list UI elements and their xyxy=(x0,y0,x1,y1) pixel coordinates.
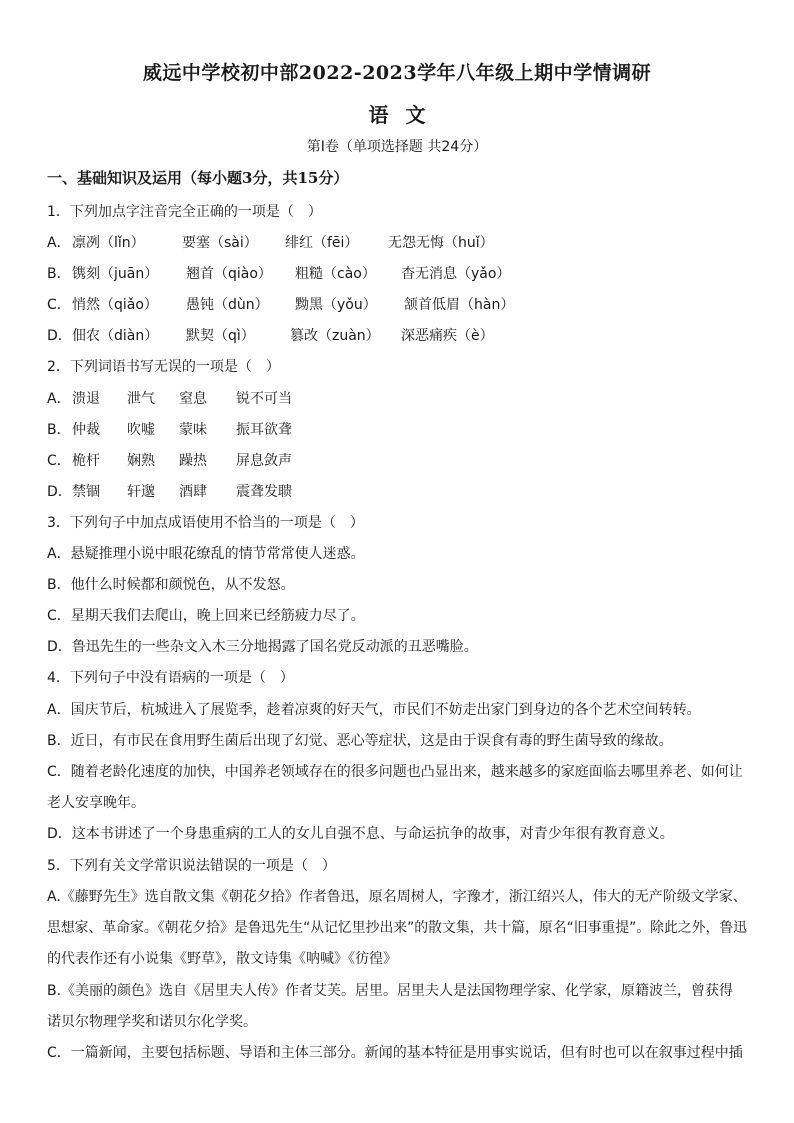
option-letter: C． xyxy=(47,297,71,313)
option-letter: C． xyxy=(47,453,71,469)
option-item: 仲裁 xyxy=(72,422,100,438)
option-item: 绯红（fēi） xyxy=(285,235,359,251)
question-5-option-b: B.《美丽的颜色》选自《居里夫人传》作者艾芙。居里。居里夫人是法国物理学家、化学家，原籍波兰，曾获得 xyxy=(47,983,734,999)
option-item: 颔首低眉（hàn） xyxy=(404,297,515,313)
question-3-option-a: A．悬疑推理小说中眼花缭乱的情节常常使人迷惑。 xyxy=(47,546,365,562)
option-letter: B． xyxy=(47,422,71,438)
question-5-stem: 5．下列有关文学常识说法错误的一项是（ ） xyxy=(47,858,336,874)
section-heading: 一、基础知识及运用（每小题3分，共15分） xyxy=(47,169,349,187)
option-item: 溃退 xyxy=(72,391,100,407)
exam-title: 威远中学校初中部2022-2023学年八年级上期中学情调研 xyxy=(142,62,652,84)
option-item: 躁热 xyxy=(179,453,207,469)
option-item: 凛冽（lǐn） xyxy=(72,235,145,251)
question-3-stem: 3．下列句子中加点成语使用不恰当的一项是（ ） xyxy=(47,515,364,531)
question-4-option-b: B．近日，有市民在食用野生菌后出现了幻觉、恶心等症状，这是由于误食有毒的野生菌导致的缘故。 xyxy=(47,733,673,749)
subject-title: 语 文 xyxy=(368,103,426,127)
question-4-option-d: D．这本书讲述了一个身患重病的工人的女儿自强不息、与命运抗争的故事，对青少年很有教育意义。 xyxy=(47,826,674,842)
option-letter: A． xyxy=(47,391,71,407)
option-item: 悄然（qiǎo） xyxy=(72,297,158,313)
option-item: 镌刻（juān） xyxy=(72,266,159,282)
option-item: 无怨无悔（huǐ） xyxy=(388,235,494,251)
question-5-option-a: A.《藤野先生》选自散文集《朝花夕拾》作者鲁迅，原名周树人，字豫才，浙江绍兴人，伟大的无产阶级文学家、 xyxy=(47,889,747,905)
option-item: 深恶痛疾（è） xyxy=(401,328,494,344)
option-item: 默契（qì） xyxy=(186,328,255,344)
question-3-option-b: B．他什么时候都和颜悦色，从不发怒。 xyxy=(47,577,295,593)
question-3-option-d: D．鲁迅先生的一些杂文入木三分地揭露了国名党反动派的丑恶嘴脸。 xyxy=(47,639,478,655)
option-item: 翘首（qiào） xyxy=(186,266,272,282)
option-item: 蒙味 xyxy=(179,422,207,438)
question-5-option-a-cont: 思想家、革命家。《朝花夕拾》是鲁迅先生“从记忆里抄出来”的散文集，共十篇，原名“旧事重提”。除此之外，鲁迅 xyxy=(47,920,748,936)
option-item: 酒肆 xyxy=(179,484,207,500)
option-item: 娴熟 xyxy=(127,453,155,469)
question-2-stem: 2．下列词语书写无误的一项是（ ） xyxy=(47,359,280,375)
option-item: 杳无消息（yǎo） xyxy=(401,266,511,282)
question-4-option-c: C．随着老龄化速度的加快，中国养老领域存在的很多问题也凸显出来，越来越多的家庭面临去哪里养老、如何让 xyxy=(47,764,743,780)
option-item: 粗糙（cào） xyxy=(295,266,376,282)
question-5-option-b-cont: 诺贝尔物理学奖和诺贝尔化学奖。 xyxy=(47,1014,257,1030)
option-item: 吹嘘 xyxy=(127,422,155,438)
question-4-option-a: A．国庆节后，杭城进入了展览季，趁着凉爽的好天气，市民们不妨走出家门到身边的各个艺术空间转转。 xyxy=(47,702,701,718)
question-3-option-c: C．星期天我们去爬山，晚上回来已经筋疲力尽了。 xyxy=(47,608,365,624)
question-5-option-a-cont: 的代表作还有小说集《野草》，散文诗集《呐喊》《彷徨》 xyxy=(47,951,397,967)
question-4-option-c-cont: 老人安享晚年。 xyxy=(47,795,145,811)
option-item: 泄气 xyxy=(127,391,155,407)
option-item: 篡改（zuàn） xyxy=(290,328,380,344)
option-item: 愚钝（dùn） xyxy=(186,297,269,313)
option-item: 振耳欲聋 xyxy=(236,422,292,438)
option-item: 要塞（sài） xyxy=(182,235,258,251)
option-letter: B． xyxy=(47,266,71,282)
question-1-stem: 1．下列加点字注音完全正确的一项是（ ） xyxy=(47,204,322,220)
option-item: 震聋发聩 xyxy=(236,484,292,500)
option-letter: D． xyxy=(47,328,72,344)
option-letter: D． xyxy=(47,484,72,500)
option-item: 黝黑（yǒu） xyxy=(295,297,377,313)
option-item: 桅杆 xyxy=(72,453,100,469)
option-item: 锐不可当 xyxy=(236,391,292,407)
option-item: 禁锢 xyxy=(72,484,100,500)
volume-heading: 第I卷（单项选择题 共24分） xyxy=(306,139,488,155)
question-4-stem: 4．下列句子中没有语病的一项是（ ） xyxy=(47,670,294,686)
option-item: 佃农（diàn） xyxy=(72,328,159,344)
option-letter: A． xyxy=(47,235,71,251)
question-5-option-c: C．一篇新闻，主要包括标题、导语和主体三部分。新闻的基本特征是用事实说话，但有时也可以在叙事过程中插 xyxy=(47,1045,743,1061)
option-item: 屏息敛声 xyxy=(236,453,292,469)
option-item: 轩邈 xyxy=(127,484,155,500)
option-item: 窒息 xyxy=(179,391,207,407)
